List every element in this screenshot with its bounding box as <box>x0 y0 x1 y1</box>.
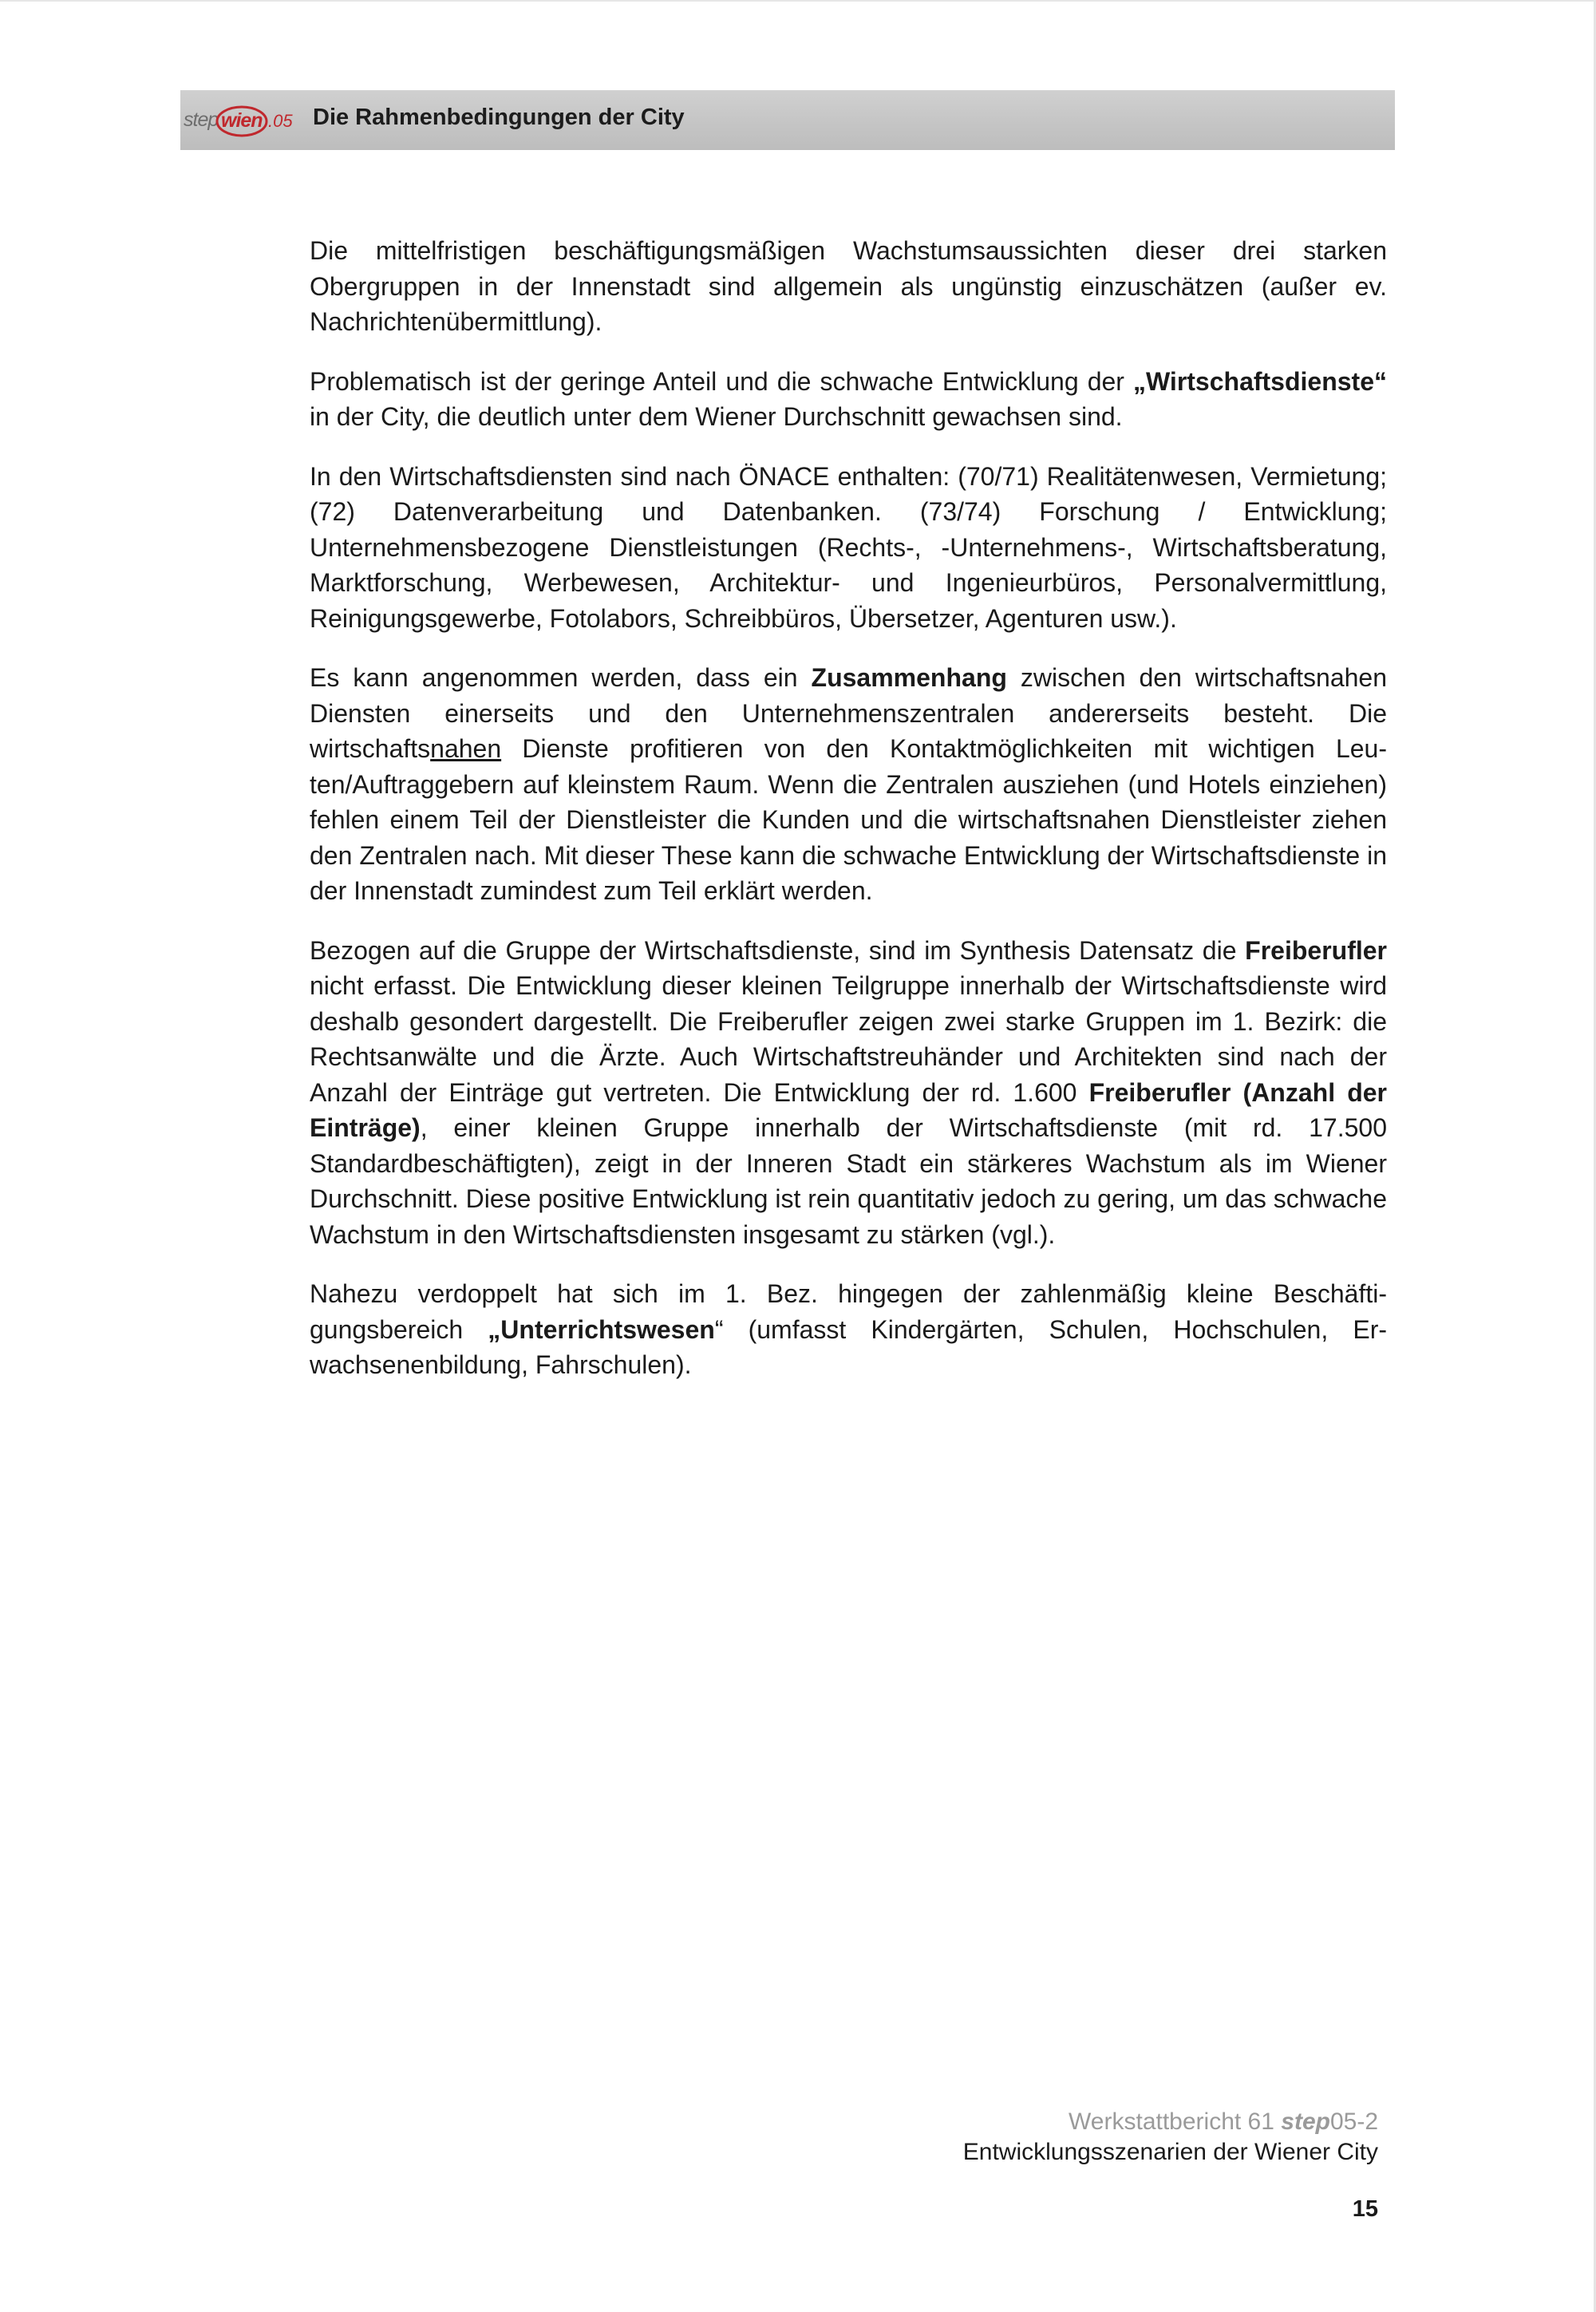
page-number: 15 <box>1352 2196 1378 2222</box>
paragraph-4-text-c: zwischen den wirtschaftsnahen Diensten einerseits und den Unternehmenszentralen andererseits besteht. Die wirtschafts <box>310 663 1388 763</box>
paragraph-1-text: Die mittelfristigen beschäftigungsmäßigen Wachstumsaussichten dieser drei starken Obergruppen in der Innenstadt sind allgemein als ungünstig einzuschätzen (außer ev. Nachrichtenübermittlung). <box>310 236 1387 336</box>
freiberufler-term: Freiberufler <box>1245 935 1387 965</box>
footer-report-label: Werkstattbericht 61 <box>1069 2108 1282 2135</box>
paragraph-6-text-c: “ (umfasst Kindergärten, Schulen, Hochschulen, Erwachsenenbildung, Fahrschulen). <box>310 1314 1388 1379</box>
body-text <box>310 233 1387 1407</box>
unterrichtswesen-term: „Unterrichtswesen <box>488 1314 715 1344</box>
footer-report-step: step <box>1281 2108 1330 2135</box>
paragraph-4-text-e: Dienste profitieren von den Kontaktmöglichkeiten mit wichtigen Leuten/Auftraggebern auf kleinstem Raum. Wenn die Zentralen ausziehen (und Hotels einziehen) fehlen einem Teil der Dienstleister die Kunden und die wirtschaftsnahen Dienstleister ziehen den Zentralen nach. Mit dieser These kann die schwache Entwicklung der Wirtschaftsdienste in der Innenstadt zumindest zum Teil erklärt werden. <box>310 734 1387 905</box>
paragraph-5-text-e: , einer kleinen Gruppe innerhalb der Wirtschaftsdienste (mit rd. 17.500 Standardbeschäftigten), zeigt in der Inneren Stadt ein stärkeres Wachstum als im Wiener Durchschnitt. Diese positive Entwicklung ist rein quantitativ jedoch zu gering, um das schwache Wachstum in den Wirtschaftsdiensten insgesamt zu stärken (vgl.). <box>310 1113 1387 1249</box>
footer-report-line <box>1069 2108 1378 2136</box>
footer-subtitle: Entwicklungsszenarien der Wiener City <box>962 2139 1378 2165</box>
stepwien-logo <box>182 101 302 140</box>
paragraph-5-text-c: nicht erfasst. Die Entwicklung dieser kleinen Teilgruppe innerhalb der Wirtschaftsdienste wird deshalb gesondert dargestellt. Die Freiberufler zeigen zwei starke Gruppen im 1. Bezirk: die Rechtsanwälte und die Ärzte. Auch Wirtschaftstreuhänder und Architekten sind nach der Anzahl der Einträge gut vertreten. Die Entwicklung der rd. 1.600 <box>310 971 1387 1107</box>
header-title: Die Rahmenbedingungen der City <box>313 105 685 130</box>
svg-text:step: step <box>184 109 219 131</box>
svg-text:wien: wien <box>221 109 263 132</box>
paragraph-2-text-c: in der City, die deutlich unter dem Wiener Durchschnitt gewachsen sind. <box>310 402 1123 431</box>
nahen-underlined: nahen <box>430 734 502 763</box>
paragraph-4-text-a: Es kann angenommen werden, dass ein <box>310 663 812 692</box>
zusammenhang-term: Zusammenhang <box>811 663 1007 692</box>
paragraph-2-text-a: Problematisch ist der geringe Anteil und die schwache Entwicklung der <box>310 366 1133 396</box>
paragraph-6-text-a: Nahezu verdoppelt hat sich im 1. Bez. hingegen der zahlenmäßig kleine Beschäftigungsbereich <box>310 1279 1387 1344</box>
paragraph-6 <box>310 1276 1387 1383</box>
paragraph-4 <box>310 660 1387 909</box>
paragraph-1 <box>310 233 1387 340</box>
paragraph-5 <box>310 933 1387 1253</box>
footer-report-code: 05-2 <box>1329 2108 1378 2135</box>
paragraph-3 <box>310 459 1387 637</box>
wirtschaftsdienste-term: „Wirtschaftsdienste“ <box>1133 366 1387 396</box>
paragraph-5-text-a: Bezogen auf die Gruppe der Wirtschaftsdienste, sind im Synthesis Datensatz die <box>310 935 1246 965</box>
svg-text:.05: .05 <box>268 111 293 131</box>
paragraph-3-text: In den Wirtschaftsdiensten sind nach ÖNACE enthalten: (70/71) Realitätenwesen, Vermietung; (72) Datenverarbeitung und Datenbanken. (73/74) Forschung / Entwicklung; Unternehmensbezogene Dienstleistungen (Rechts-, -Unternehmens-, Wirtschaftsberatung, Marktforschung, Werbewesen, Architektur- und Ingenieurbüros, Personalvermittlung, Reinigungsgewerbe, Fotolabors, Schreibbüros, Übersetzer, Agenturen usw.). <box>310 461 1387 633</box>
paragraph-2 <box>310 364 1387 435</box>
freiberufler-anzahl-term: Freiberufler (Anzahl der Einträge) <box>310 1077 1388 1142</box>
